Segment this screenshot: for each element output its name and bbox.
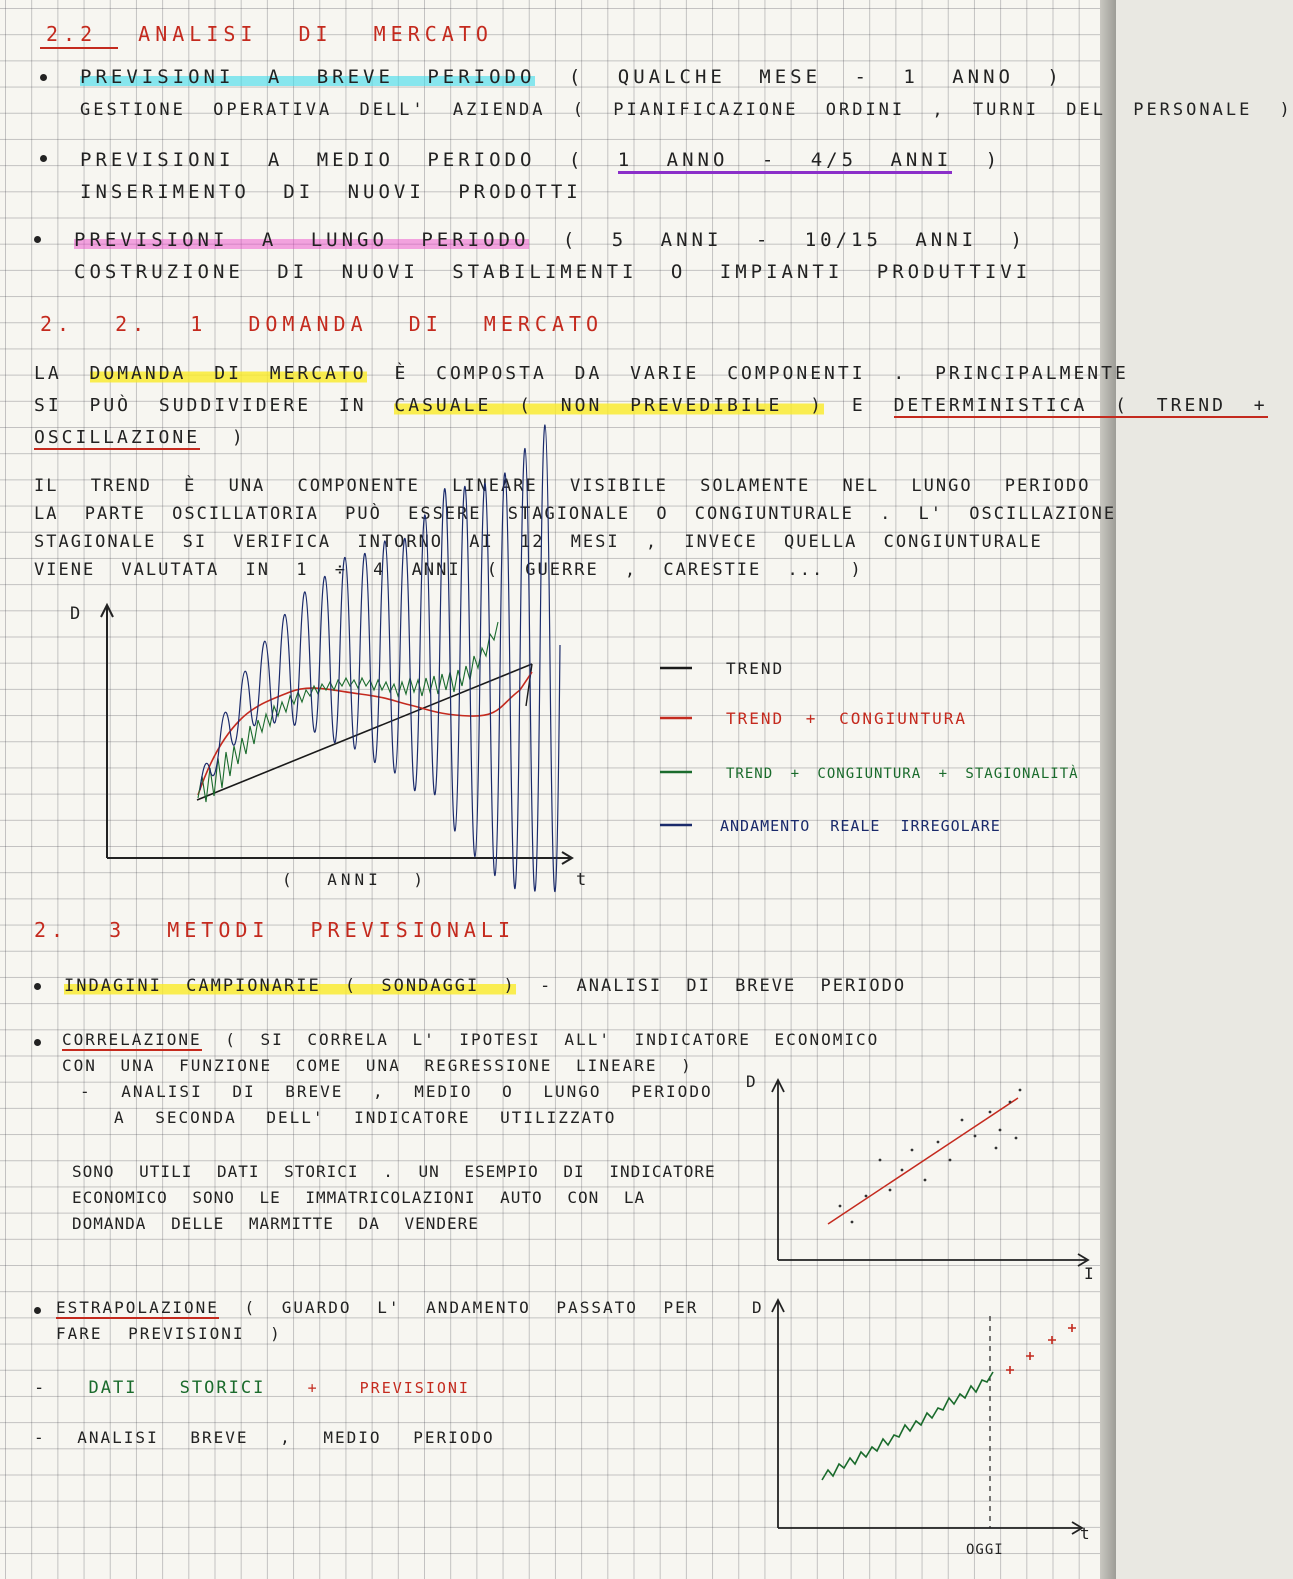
legend-trend-congiuntura: TREND + CONGIUNTURA — [726, 709, 968, 728]
method-correlation-line-5: SONO UTILI DATI STORICI . UN ESEMPIO DI INDICATORE — [72, 1162, 716, 1181]
bullet-dot — [34, 983, 41, 990]
long-term-label: PREVISIONI A LUNGO PERIODO — [74, 229, 530, 251]
text-fragment: ( SI CORRELA L' IPOTESI ALL' INDICATORE ECONOMICO — [225, 1030, 880, 1049]
text-fragment: - — [34, 1378, 47, 1398]
graph2-y-label: D — [746, 1072, 760, 1091]
method-sample-survey — [64, 974, 906, 998]
legend-andamento-reale: ANDAMENTO REALE IRREGOLARE — [720, 817, 1001, 835]
extrapolation-graph — [0, 0, 1, 1]
section-2-2-title: 2.2 ANALISI DI MERCATO — [46, 22, 493, 46]
text-fragment: ) — [231, 427, 246, 448]
method-correlation-line-3: - ANALISI DI BREVE , MEDIO O LUNGO PERIODO — [80, 1082, 713, 1101]
deterministic-component: DETERMINISTICA ( TREND + — [893, 395, 1268, 416]
trend-paragraph-line-1: IL TREND È UNA COMPONENTE LINEARE VISIBILE SOLAMENTE NEL LUNGO PERIODO — [34, 476, 1091, 496]
method-extrapolation-line-2: FARE PREVISIONI ) — [56, 1324, 282, 1343]
text-fragment: - ANALISI DI BREVE PERIODO — [540, 976, 907, 996]
text-fragment: LA — [34, 363, 62, 384]
graph2-x-label: I — [1084, 1264, 1098, 1283]
text-fragment: È COMPOSTA DA VARIE COMPONENTI . PRINCIPALMENTE — [394, 363, 1129, 384]
medium-term-forecast — [80, 148, 1001, 172]
page-edge — [1100, 0, 1116, 1579]
trend-paragraph-line-2: LA PARTE OSCILLATORIA PUÒ ESSERE STAGIONALE O CONGIUNTURALE . L' OSCILLAZIONE — [34, 504, 1117, 524]
bullet-dot — [34, 1039, 41, 1046]
legend-trend: TREND — [726, 659, 785, 678]
oscillation-term: OSCILLAZIONE — [34, 427, 201, 448]
graph3-y-label: D — [752, 1298, 766, 1317]
demand-paragraph-line-1 — [34, 362, 1129, 386]
graph1-x-label: t — [576, 870, 591, 890]
short-term-range: ( QUALCHE MESE - 1 ANNO ) — [568, 66, 1063, 88]
short-term-label: PREVISIONI A BREVE PERIODO — [80, 66, 536, 88]
graph1-y-label: D — [70, 604, 85, 624]
text-fragment: ( GUARDO L' ANDAMENTO PASSATO PER — [244, 1298, 699, 1317]
bullet-dot — [40, 155, 47, 162]
method-correlation-line-6: ECONOMICO SONO LE IMMATRICOLAZIONI AUTO CON LA — [72, 1188, 646, 1207]
market-demand-highlight: DOMANDA DI MERCATO — [89, 363, 367, 384]
text-fragment: SI PUÒ SUDDIVIDERE IN — [34, 395, 367, 416]
short-term-forecast — [80, 65, 1063, 89]
short-term-detail: GESTIONE OPERATIVA DELL' AZIENDA ( PIANIFICAZIONE ORDINI , TURNI DEL PERSONALE ) — [80, 100, 1293, 120]
forecast-label: + PREVISIONI — [307, 1379, 470, 1397]
medium-term-range: 1 ANNO - 4/5 ANNI — [618, 149, 952, 174]
historical-plus-forecast — [34, 1376, 470, 1400]
sample-survey-highlight: INDAGINI CAMPIONARIE ( SONDAGGI ) — [64, 976, 516, 996]
medium-term-detail: INSERIMENTO DI NUOVI PRODOTTI — [80, 181, 582, 203]
graph3-x-label: t — [1080, 1524, 1094, 1543]
correlation-term: CORRELAZIONE — [62, 1030, 202, 1049]
demand-paragraph-line-3 — [34, 426, 246, 450]
historical-data-label: DATI STORICI — [88, 1378, 266, 1398]
bullet-dot — [34, 236, 41, 243]
method-correlation-line-7: DOMANDA DELLE MARMITTE DA VENDERE — [72, 1214, 479, 1233]
section-2-2-1-title: 2. 2. 1 DOMANDA DI MERCATO — [40, 312, 604, 336]
trend-paragraph-line-4: VIENE VALUTATA IN 1 ÷ 4 ANNI ( GUERRE , CARESTIE ... ) — [34, 560, 863, 580]
method-correlation-line-2: CON UNA FUNZIONE COME UNA REGRESSIONE LINEARE ) — [62, 1056, 693, 1075]
medium-term-close: ) — [985, 149, 1002, 171]
section-2-3-title: 2. 3 METODI PREVISIONALI — [34, 918, 515, 942]
method-correlation-line-4: A SECONDA DELL' INDICATORE UTILIZZATO — [114, 1108, 617, 1127]
long-term-detail: COSTRUZIONE DI NUOVI STABILIMENTI O IMPIANTI PRODUTTIVI — [74, 261, 1032, 283]
graph3-today-label: OGGI — [966, 1542, 1004, 1558]
bullet-dot — [40, 74, 47, 81]
trend-paragraph-line-3: STAGIONALE SI VERIFICA INTORNO AI 12 MESI , INVECE QUELLA CONGIUNTURALE — [34, 532, 1043, 552]
legend-trend-congiuntura-stagionalita: TREND + CONGIUNTURA + STAGIONALITÀ — [726, 766, 1079, 782]
extrapolation-term: ESTRAPOLAZIONE — [56, 1298, 219, 1317]
method-correlation-line-1 — [62, 1028, 879, 1052]
demand-paragraph-line-2 — [34, 394, 1268, 418]
long-term-forecast — [74, 228, 1026, 252]
bullet-dot — [34, 1307, 41, 1314]
long-term-range: ( 5 ANNI - 10/15 ANNI ) — [562, 229, 1026, 251]
method-extrapolation-line-1 — [56, 1296, 698, 1320]
medium-term-label: PREVISIONI A MEDIO PERIODO ( — [80, 149, 585, 171]
random-component-highlight: CASUALE ( NON PREVEDIBILE ) — [394, 395, 825, 416]
extrapolation-analysis-range: - ANALISI BREVE , MEDIO PERIODO — [34, 1428, 495, 1447]
graph1-x-caption: ( ANNI ) — [282, 870, 428, 889]
text-fragment: E — [851, 395, 866, 416]
